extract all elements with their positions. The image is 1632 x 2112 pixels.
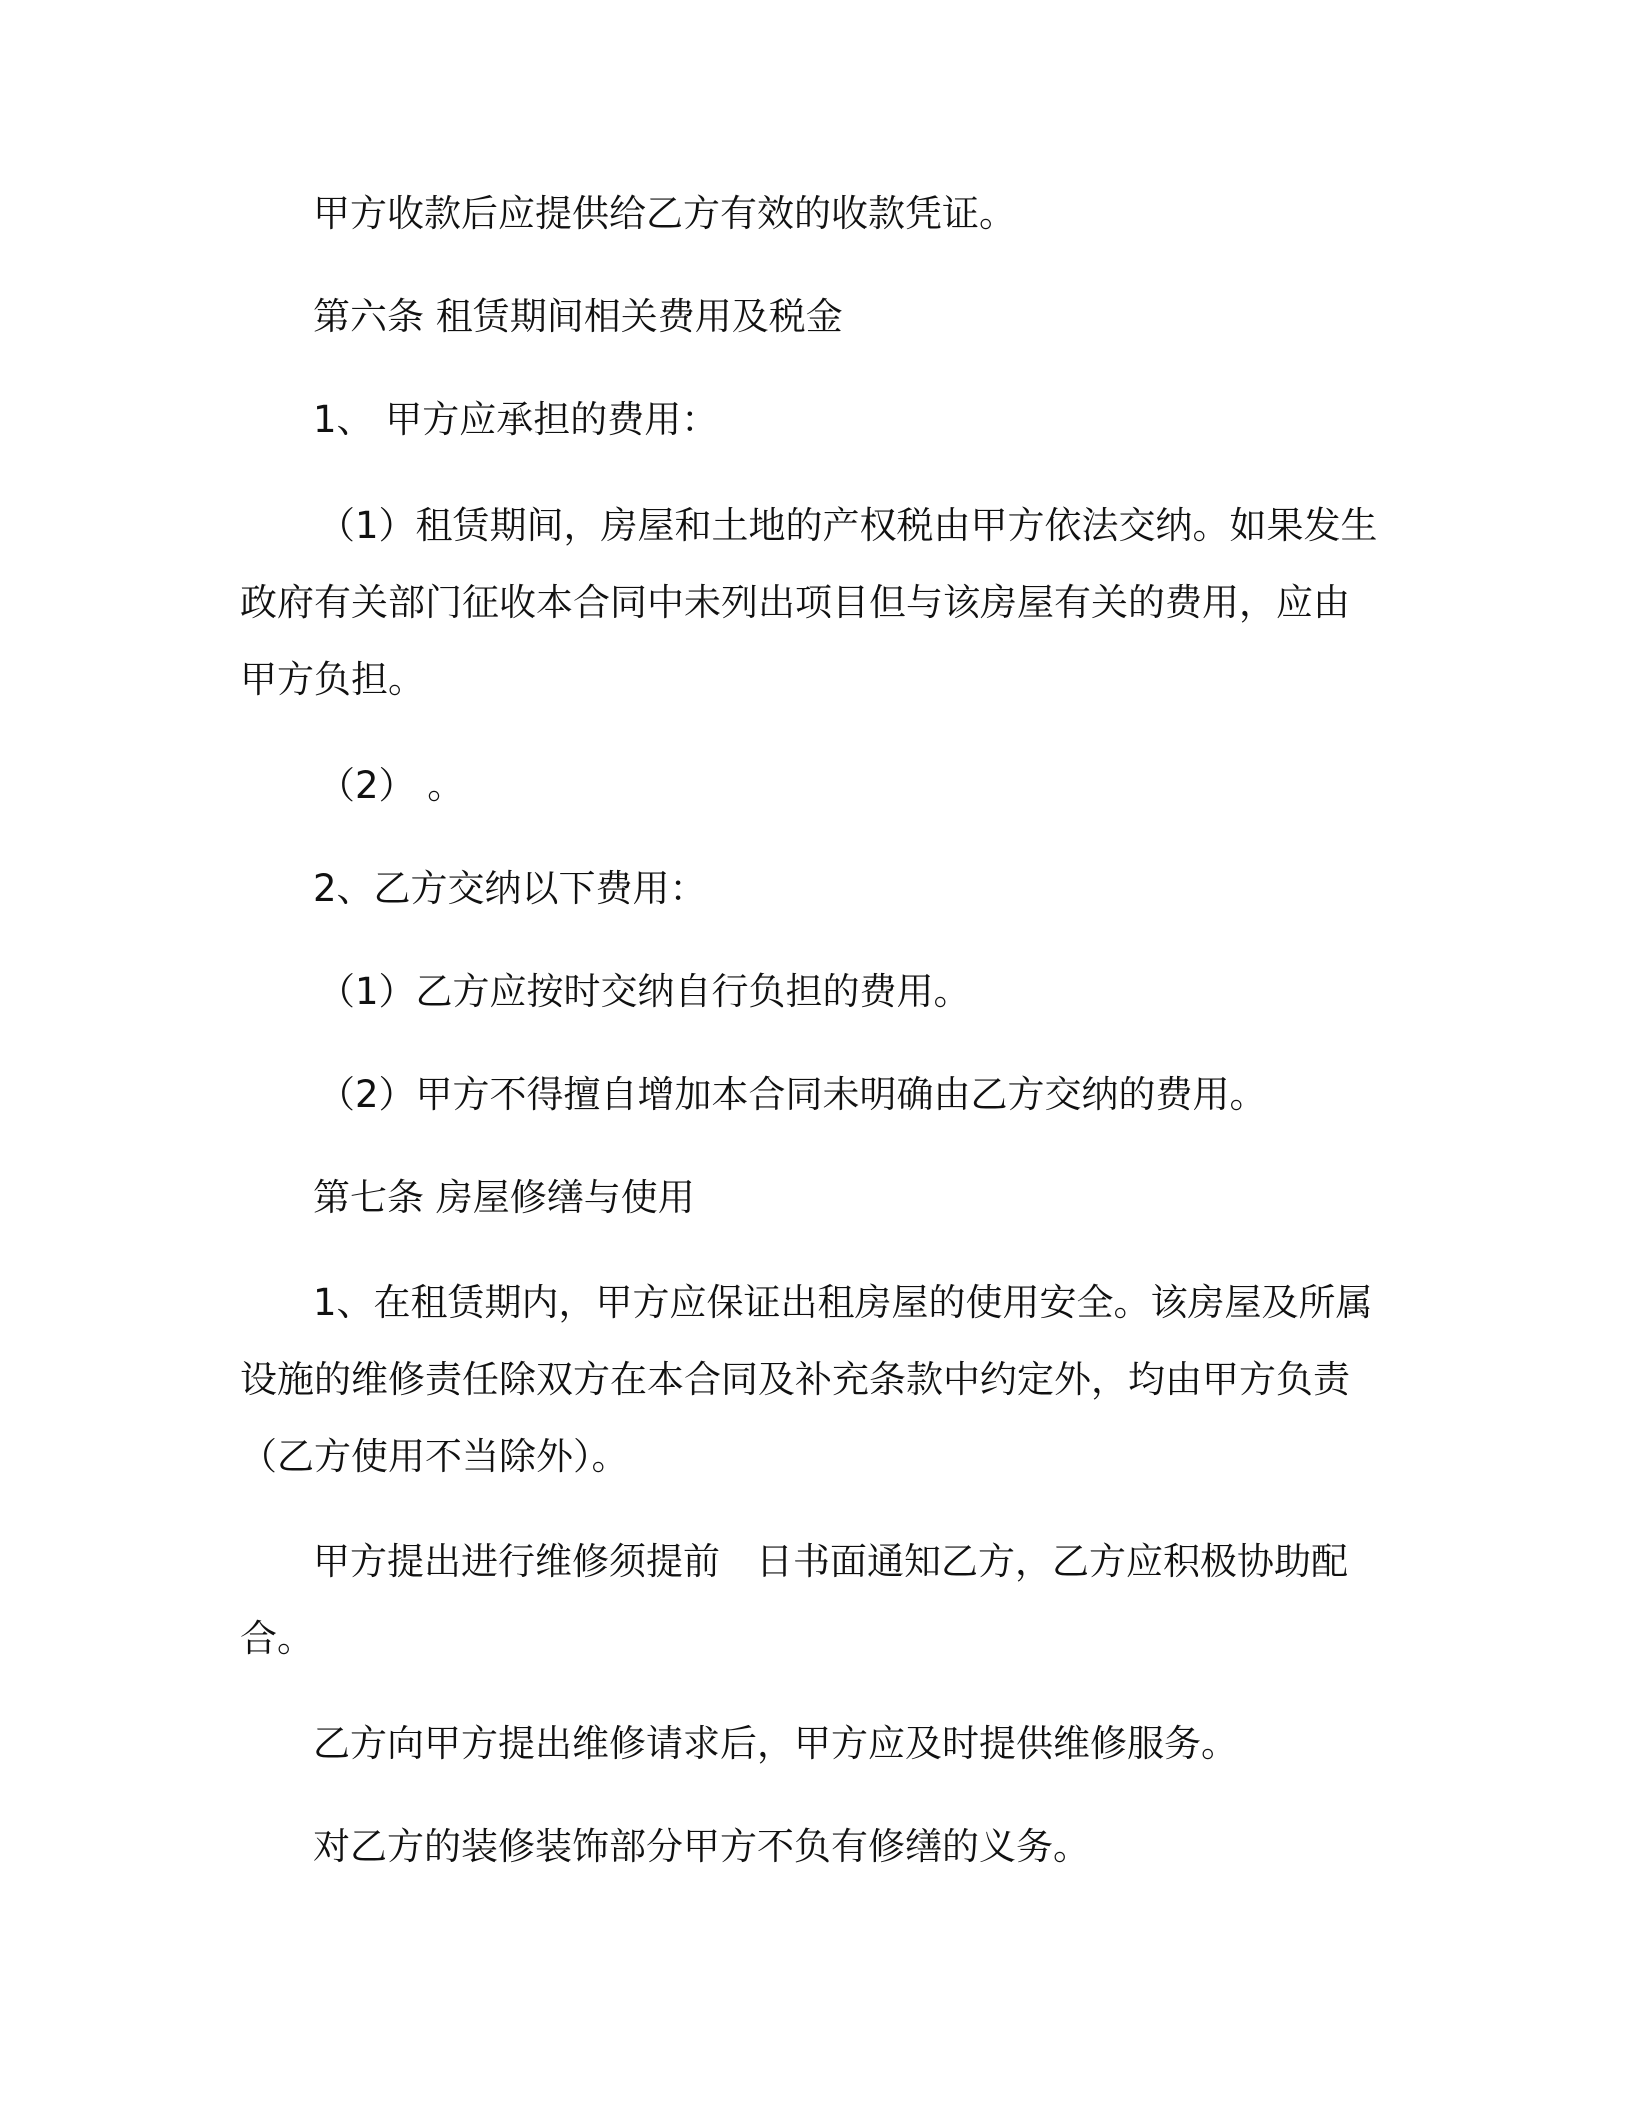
clause-6-1-1-line-3: 甲方负担。 xyxy=(240,658,425,701)
repair-notice-part-2: 日书面通知乙方，乙方应积极协助配 xyxy=(756,1540,1348,1583)
paragraph-receipt: 甲方收款后应提供给乙方有效的收款凭证。 xyxy=(313,192,1016,235)
repair-notice-line-1 xyxy=(313,1540,1348,1584)
repair-notice-line-2: 合。 xyxy=(240,1617,314,1660)
clause-7-1-line-1: 1、在租赁期内，甲方应保证出租房屋的使用安全。该房屋及所属 xyxy=(313,1281,1373,1324)
repair-request-paragraph: 乙方向甲方提出维修请求后，甲方应及时提供维修服务。 xyxy=(313,1722,1238,1765)
clause-6-1-1-line-2: 政府有关部门征收本合同中未列出项目但与该房屋有关的费用，应由 xyxy=(240,581,1350,624)
article-7-heading: 第七条 房屋修缮与使用 xyxy=(313,1176,695,1219)
clause-6-1-2: （2） 。 xyxy=(318,764,465,807)
repair-notice-part-1: 甲方提出进行维修须提前 xyxy=(313,1540,720,1583)
clause-7-1-line-2: 设施的维修责任除双方在本合同及补充条款中约定外，均由甲方负责 xyxy=(240,1358,1350,1401)
decoration-paragraph: 对乙方的装修装饰部分甲方不负有修缮的义务。 xyxy=(313,1825,1090,1868)
clause-6-1: 1、 甲方应承担的费用： xyxy=(313,398,719,441)
clause-6-2-1: （1）乙方应按时交纳自行负担的费用。 xyxy=(318,970,971,1013)
clause-6-2-2: （2）甲方不得擅自增加本合同未明确由乙方交纳的费用。 xyxy=(318,1073,1267,1116)
clause-6-2: 2、乙方交纳以下费用： xyxy=(313,867,707,910)
clause-7-1-line-3: （乙方使用不当除外）。 xyxy=(240,1435,629,1478)
article-6-heading: 第六条 租赁期间相关费用及税金 xyxy=(313,295,843,338)
clause-6-1-1-line-1: （1）租赁期间，房屋和土地的产权税由甲方依法交纳。如果发生 xyxy=(318,504,1378,547)
